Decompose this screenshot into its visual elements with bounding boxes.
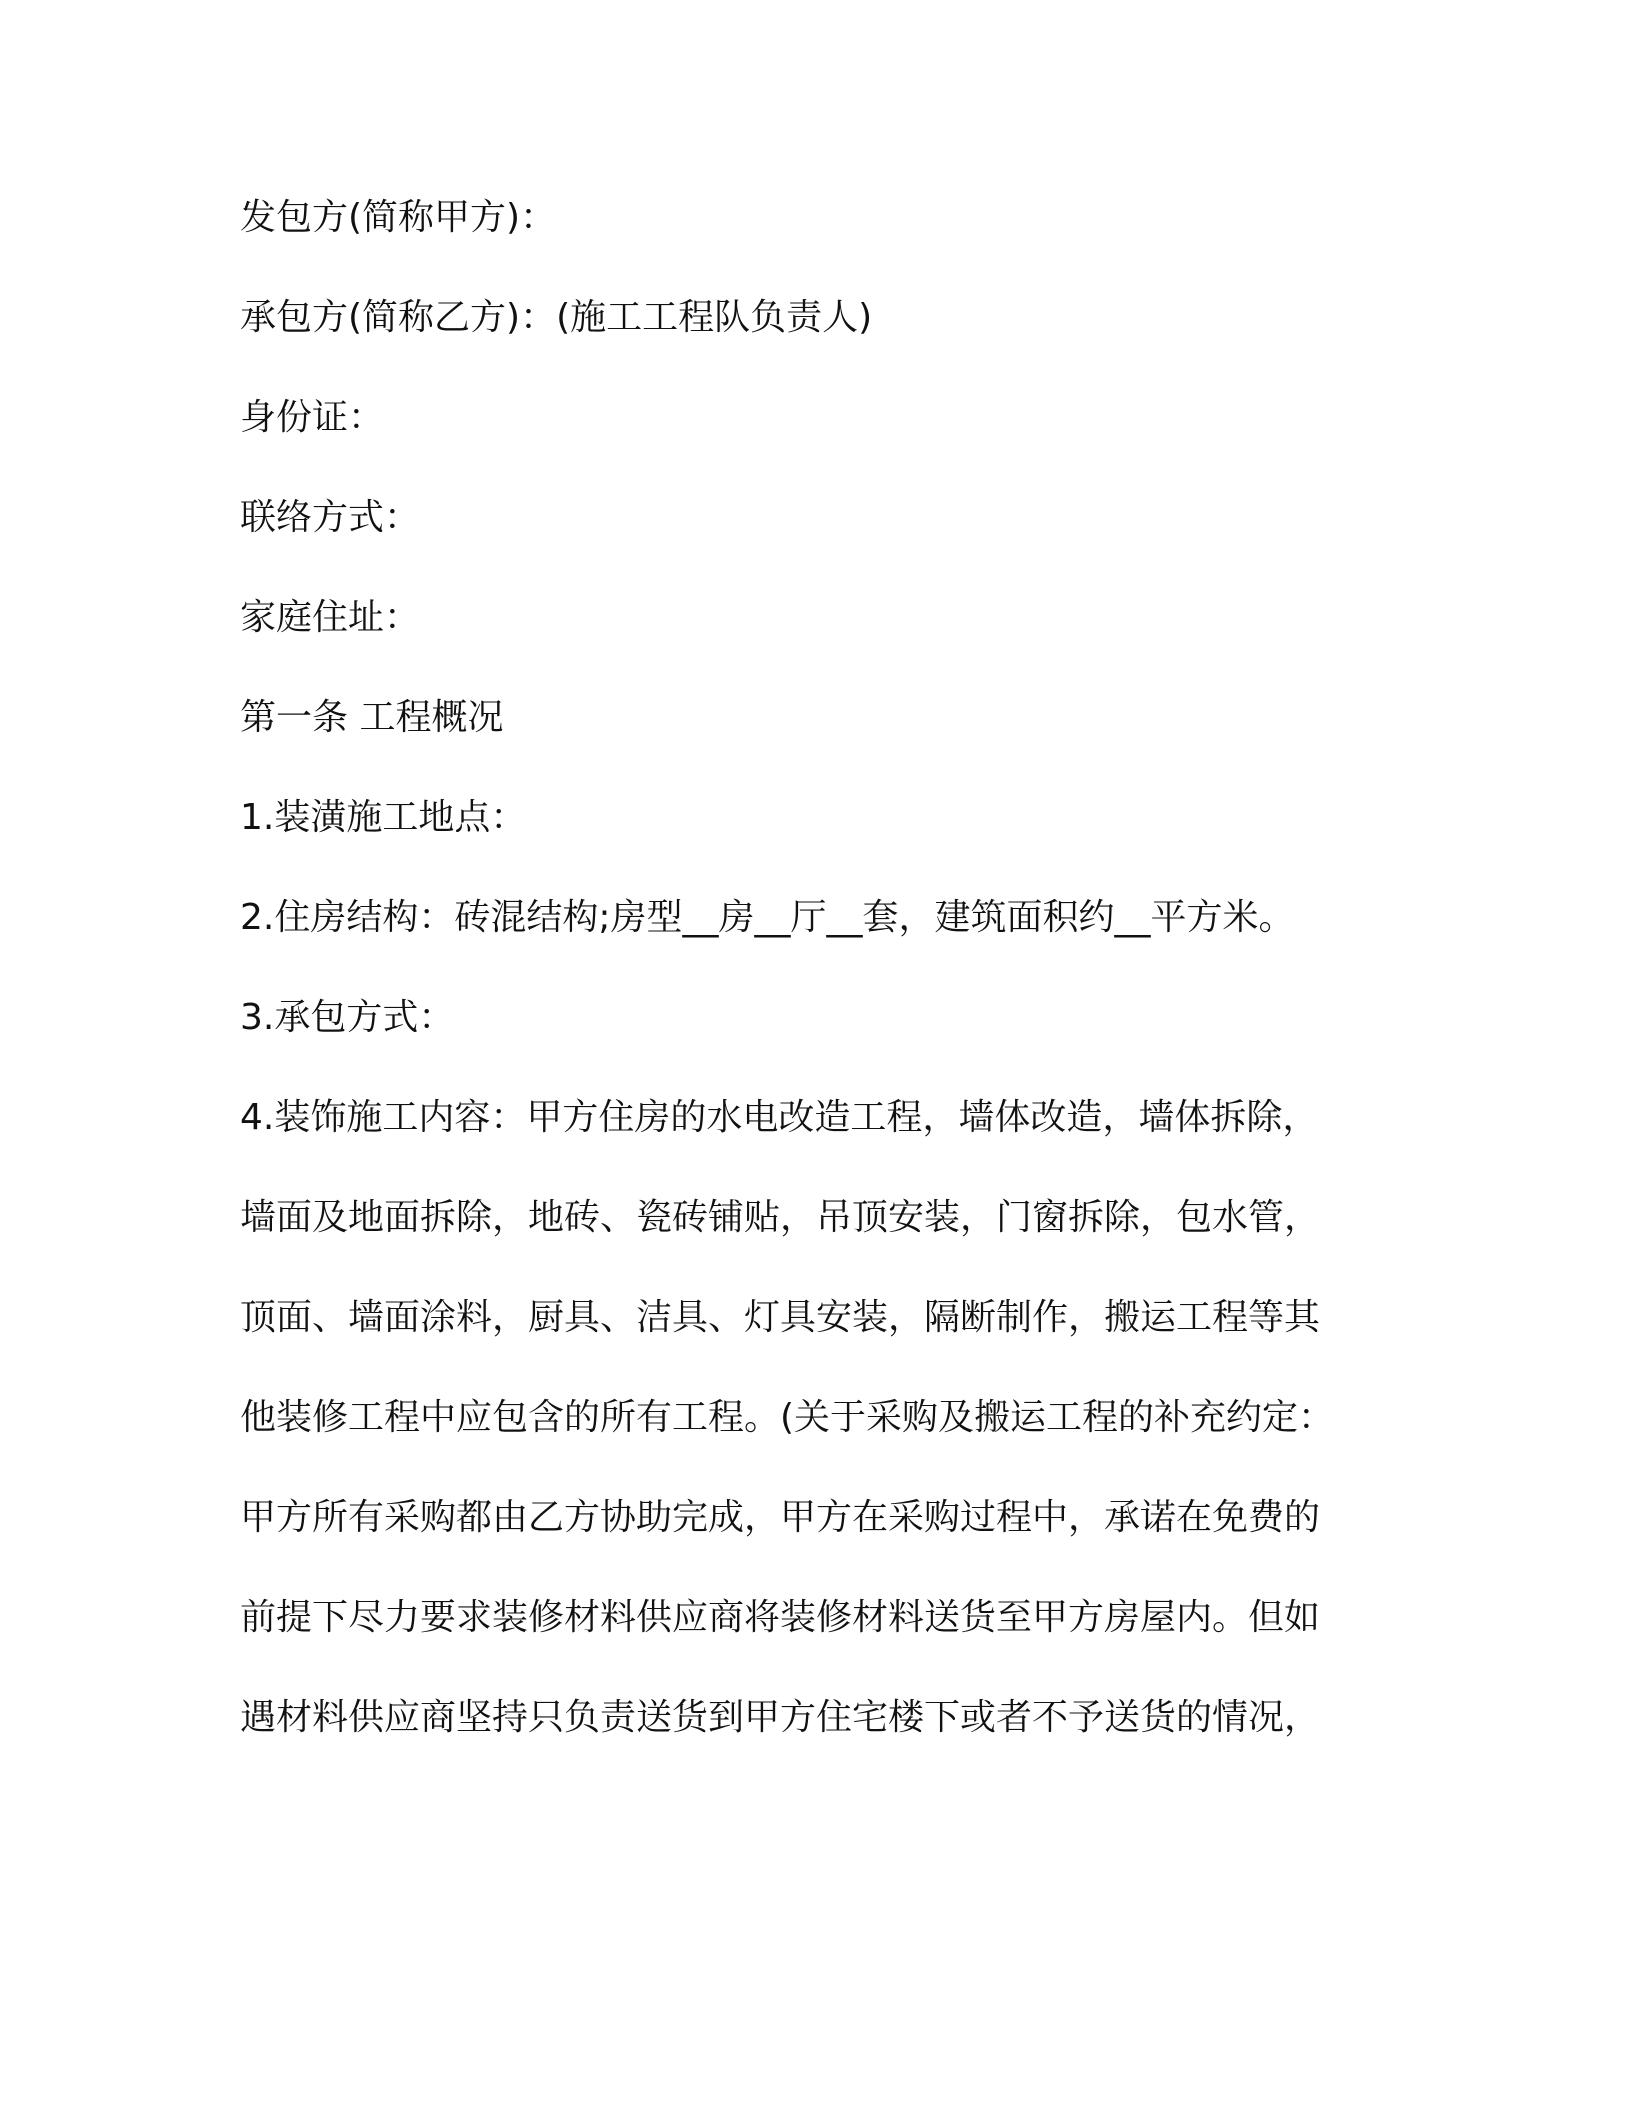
clause-4-line: 4.装饰施工内容：甲方住房的水电改造工程，墙体改造，墙体拆除， xyxy=(240,1097,1319,1138)
paragraph-line: 前提下尽力要求装修材料供应商将装修材料送货至甲方房屋内。但如 xyxy=(240,1597,1321,1638)
contact-line: 联络方式： xyxy=(240,497,421,538)
paragraph-line: 遇材料供应商坚持只负责送货到甲方住宅楼下或者不予送货的情况， xyxy=(240,1697,1321,1738)
id-card-line: 身份证： xyxy=(240,397,385,438)
paragraph-line: 墙面及地面拆除，地砖、瓷砖铺贴，吊顶安装，门窗拆除，包水管， xyxy=(240,1197,1321,1238)
article-one-heading: 第一条 工程概况 xyxy=(240,697,504,738)
clause-3-line: 3.承包方式： xyxy=(240,997,455,1038)
document-body xyxy=(240,190,1360,1790)
paragraph-line: 顶面、墙面涂料，厨具、洁具、灯具安装，隔断制作，搬运工程等其 xyxy=(240,1297,1321,1338)
clause-1-line: 1.装潢施工地点： xyxy=(240,797,527,838)
party-a-line: 发包方(简称甲方)： xyxy=(240,197,557,238)
paragraph-line: 他装修工程中应包含的所有工程。(关于采购及搬运工程的补充约定： xyxy=(240,1397,1335,1438)
clause-2-line: 2.住房结构：砖混结构;房型__房__厅__套，建筑面积约__平方米。 xyxy=(240,897,1295,938)
home-address-line: 家庭住址： xyxy=(240,597,421,638)
paragraph-line: 甲方所有采购都由乙方协助完成，甲方在采购过程中，承诺在免费的 xyxy=(240,1497,1321,1538)
party-b-line: 承包方(简称乙方)：(施工工程队负责人) xyxy=(240,297,873,338)
